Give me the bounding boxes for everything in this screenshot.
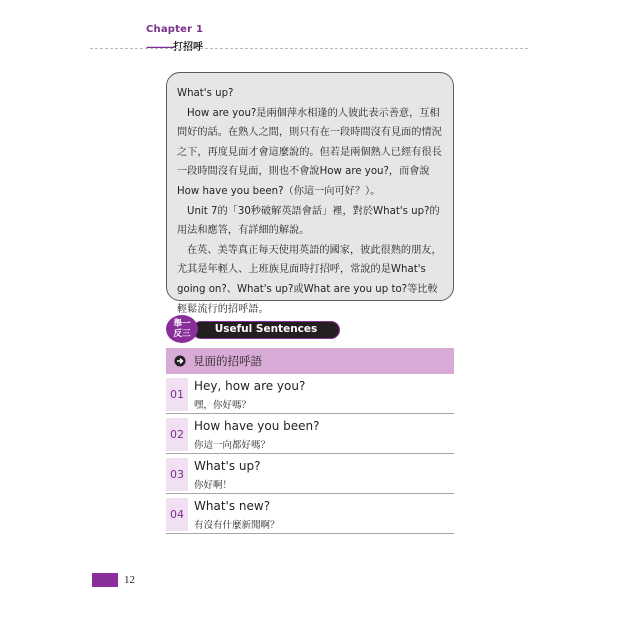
arrow-right-circle-icon [174,355,186,367]
subtitle-dash: ——— [146,42,173,53]
page-number-bar [92,573,118,587]
chapter-subtitle [146,38,203,53]
note-box [166,72,454,315]
note-heading: What's up? [177,88,234,99]
table-title: 見面的招呼語 [193,354,262,368]
note-paragraph: How are you?是兩個萍水相逢的人彼此表示善意，互相問好的話。在熟人之間，則只有在一段時間沒有見面的情況之下，再度見面才會這麼說的。但若是兩個熟人已經有很長一段時間沒有見面，則也不會說How are you?，而會說How have you been?（你這一向可好？）。 [177,107,442,197]
item-english: What's new? [194,499,271,513]
item-chinese: 你這一向都好嗎？ [194,440,271,451]
item-number: 03 [166,458,188,491]
list-item [166,456,454,494]
badge-circle-line1: 舉一 [173,319,191,329]
item-chinese: 嘿，你好嗎？ [194,400,252,411]
note-paragraph: Unit 7的「30秒破解英語會話」裡，對於What's up?的用法和應答，有詳細的解說。 [177,205,440,237]
note-paragraph: 在英、美等真正每天使用英語的國家，彼此很熟的朋友，尤其是年輕人、上班族見面時打招呼，常說的是What's going on?、What's up?或What are you up to?等比較輕鬆流行的招呼語。 [177,244,442,315]
list-item [166,496,454,534]
item-chinese: 有沒有什麼新聞啊？ [194,520,280,531]
subtitle-text: 打招呼 [173,42,203,53]
list-item [166,416,454,454]
header-divider [90,48,528,49]
item-number: 04 [166,498,188,531]
badge-circle-line2: 反三 [173,329,191,339]
chapter-label: Chapter 1 [146,24,204,35]
badge-circle [166,315,198,343]
item-english: How have you been? [194,419,320,433]
item-english: Hey, how are you? [194,379,306,393]
item-number: 02 [166,418,188,451]
page-number: 12 [124,574,135,586]
item-english: What's up? [194,459,261,473]
useful-sentences-label: Useful Sentences [192,321,340,339]
list-item [166,376,454,414]
item-number: 01 [166,378,188,411]
item-chinese: 你好啊！ [194,480,233,491]
sentence-list [166,376,454,536]
table-header [166,348,454,374]
